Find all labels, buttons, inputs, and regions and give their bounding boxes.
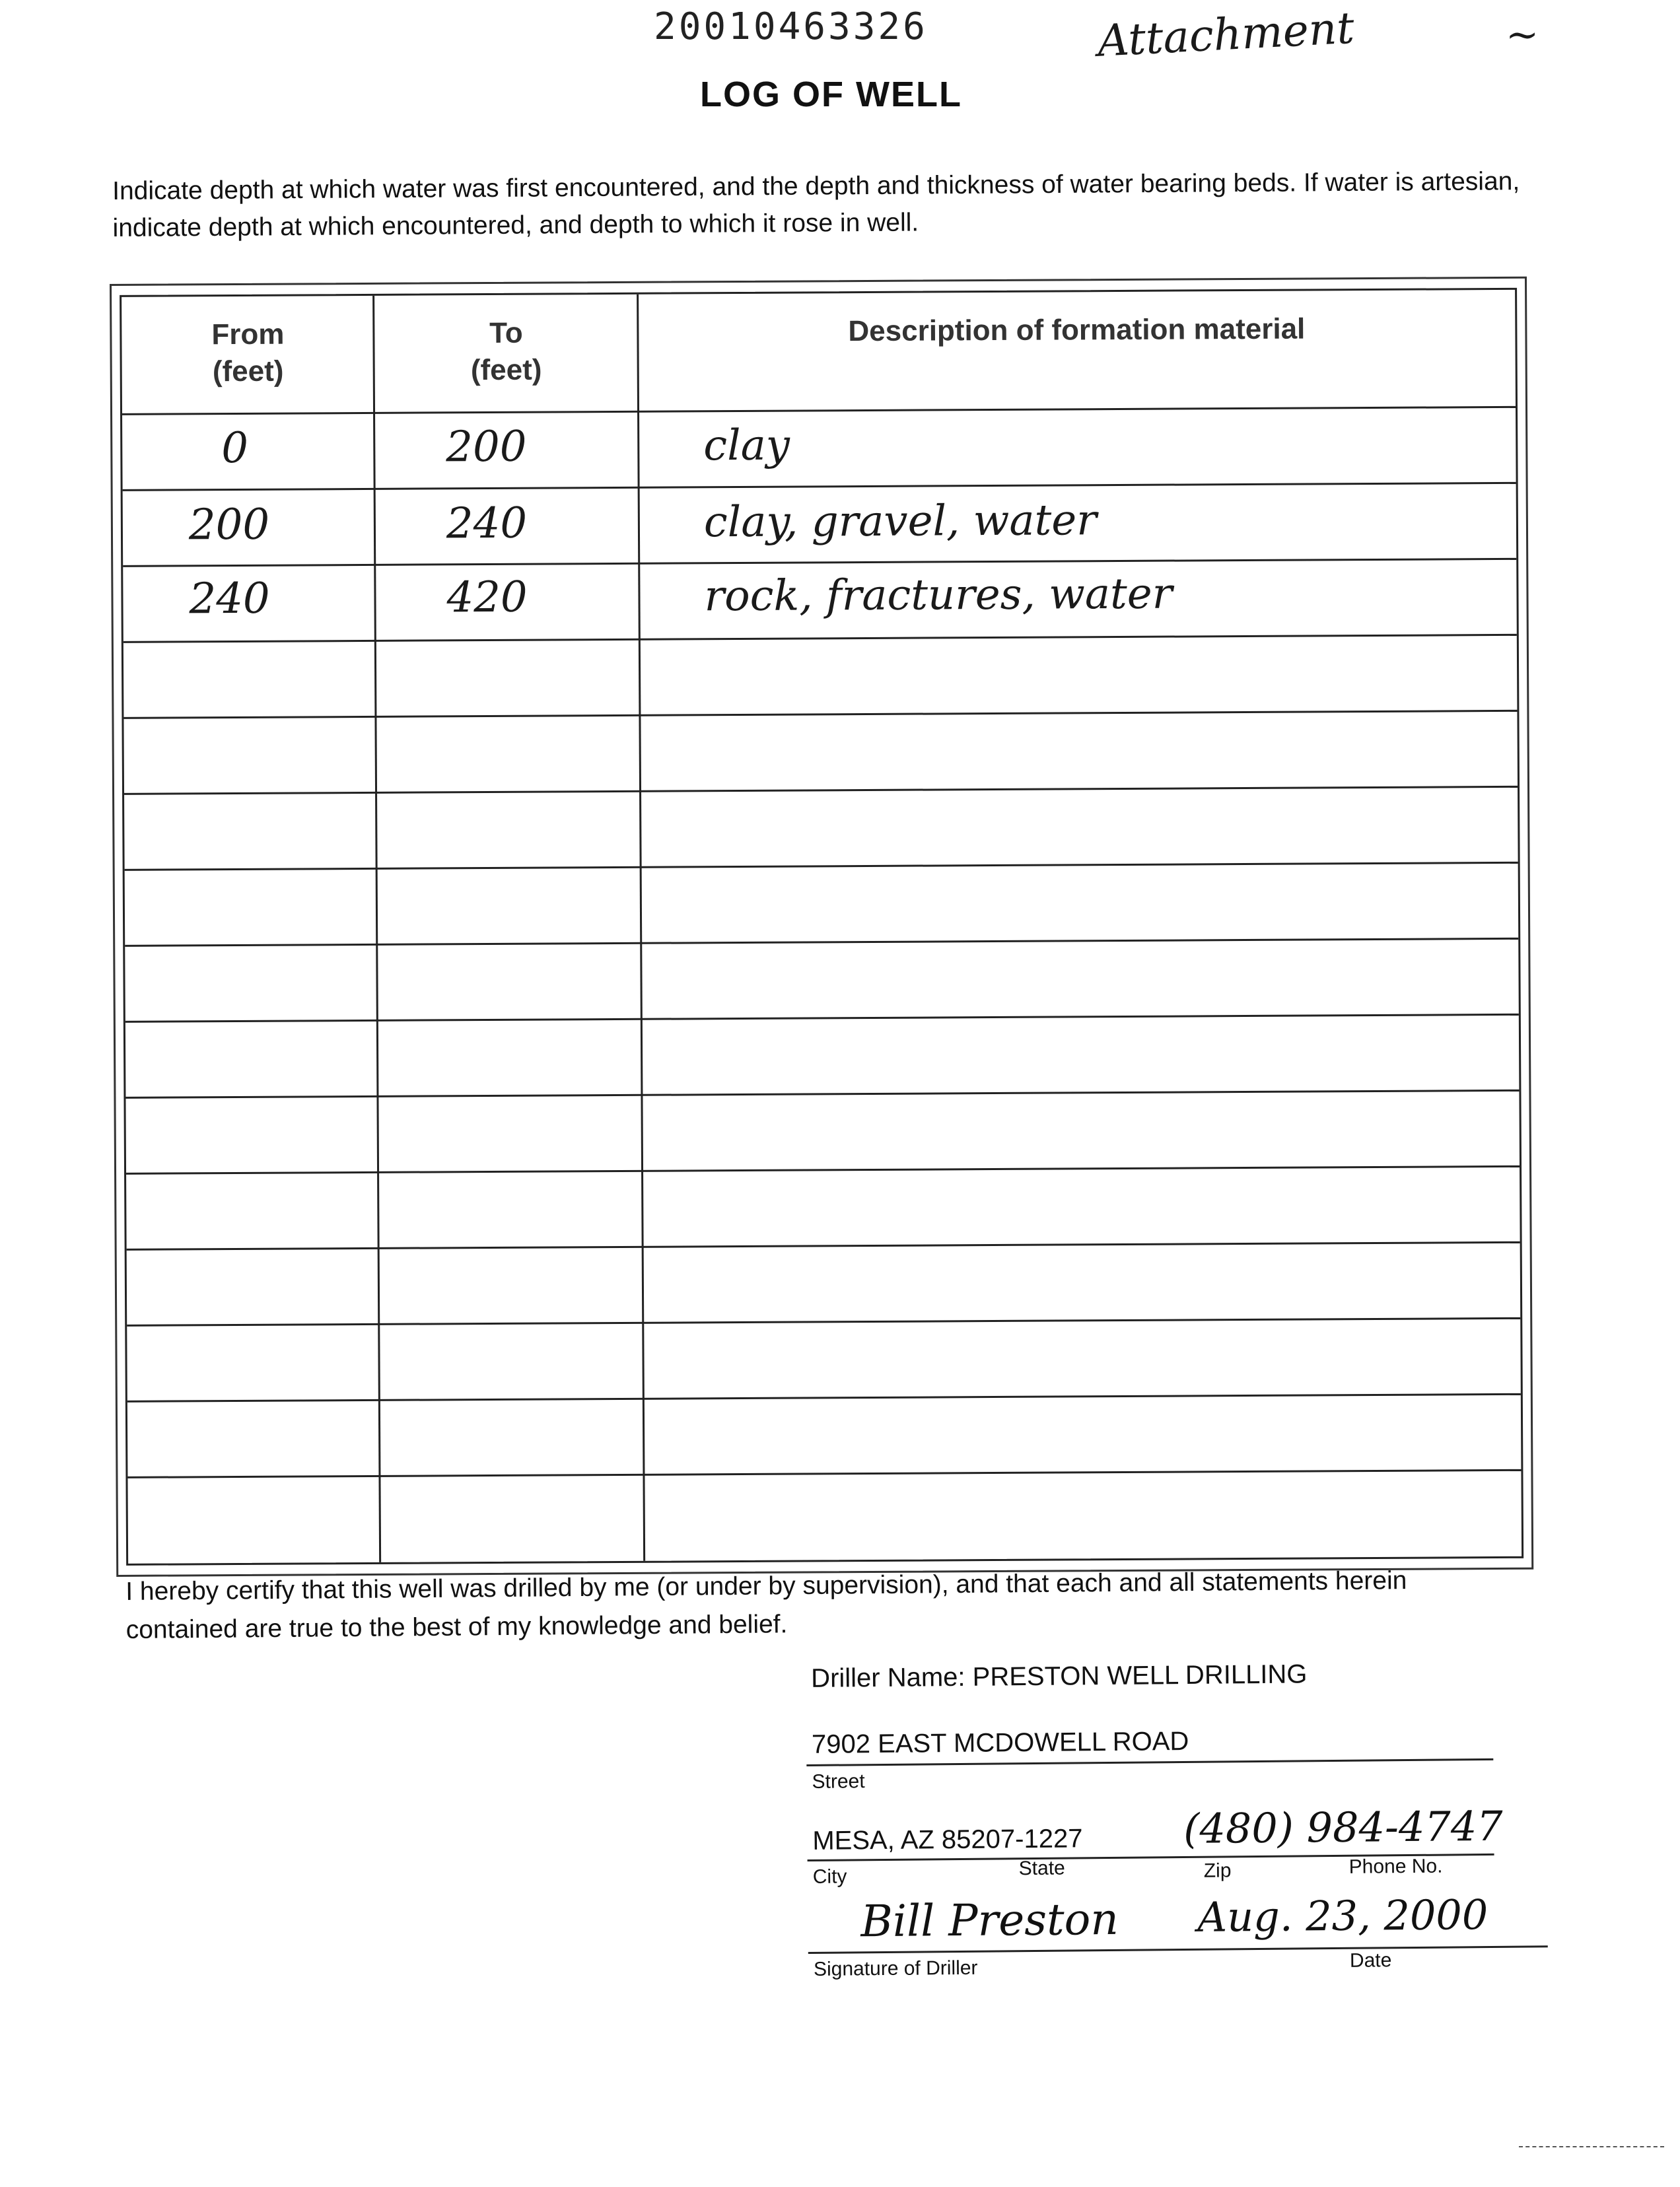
handwritten-attachment-note: Attachment [1096, 2, 1356, 67]
row-1-description: clay [703, 421, 790, 471]
table-row-divider [127, 1469, 1521, 1478]
row-2-to: 240 [446, 499, 528, 549]
table-row-divider [125, 1090, 1519, 1099]
column-divider [372, 296, 381, 1562]
table-row-divider [127, 1393, 1521, 1403]
column-divider [637, 295, 645, 1561]
table-row-divider [127, 1317, 1520, 1327]
scan-artifact [1519, 2146, 1664, 2147]
table-row-divider [125, 938, 1518, 947]
table-row-divider [124, 786, 1518, 795]
table-row-divider [127, 1241, 1520, 1251]
table-row-divider [125, 1014, 1519, 1023]
instructions-text: Indicate depth at which water was first encountered, and the depth and thickness of water bearing beds. If water is artesian, indicate depth at which encountered, and depth to which it rose in well. [112, 167, 1520, 242]
table-row-divider [123, 482, 1516, 491]
page-title: LOG OF WELL [700, 75, 962, 114]
row-2-description: clay, gravel, water [703, 496, 1097, 547]
phone-label: Phone No. [1348, 1855, 1443, 1878]
row-3-to: 420 [446, 573, 528, 623]
date-value: Aug. 23, 2000 [1197, 1890, 1488, 1941]
row-3-description: rock, fractures, water [704, 569, 1173, 621]
driller-info [806, 1657, 1568, 1980]
well-log-table [110, 277, 1533, 1577]
table-row-divider [123, 710, 1517, 719]
table-row-divider [123, 634, 1517, 643]
table-row-divider [123, 558, 1516, 567]
street-label: Street [812, 1770, 865, 1793]
table-row-divider [125, 862, 1518, 871]
table-row-divider [126, 1165, 1520, 1175]
certification-text: I hereby certify that this well was drilled by me (or under by supervision), and that each and all statements herein contained are true to the best of my knowledge and belief. [125, 1566, 1407, 1644]
state-label: State [1018, 1857, 1065, 1880]
header-from: From (feet) [211, 318, 285, 388]
handwritten-mark: ~ [1506, 12, 1539, 58]
row-3-from: 240 [189, 574, 270, 624]
row-2-from: 200 [188, 500, 270, 550]
street-value: 7902 EAST MCDOWELL ROAD [811, 1726, 1189, 1759]
street-line [806, 1758, 1493, 1766]
date-label: Date [1349, 1949, 1392, 1972]
driller-signature: Bill Preston [860, 1893, 1119, 1947]
header-to: To (feet) [470, 316, 542, 387]
driller-name: Driller Name: PRESTON WELL DRILLING [810, 1659, 1308, 1693]
phone-value: (480) 984-4747 [1183, 1801, 1503, 1854]
row-1-to: 200 [446, 422, 527, 472]
table-header-row [122, 290, 1516, 415]
signature-label: Signature of Driller [813, 1957, 978, 1980]
header-description: Description of formation material [848, 312, 1306, 348]
signature-line [808, 1945, 1548, 1954]
document-number: 20010463326 [654, 5, 928, 48]
well-log-grid [120, 288, 1523, 1566]
zip-label: Zip [1203, 1859, 1232, 1882]
row-1-from: 0 [221, 423, 249, 473]
city-value: MESA, AZ 85207-1227 [812, 1824, 1083, 1856]
city-label: City [812, 1865, 847, 1888]
